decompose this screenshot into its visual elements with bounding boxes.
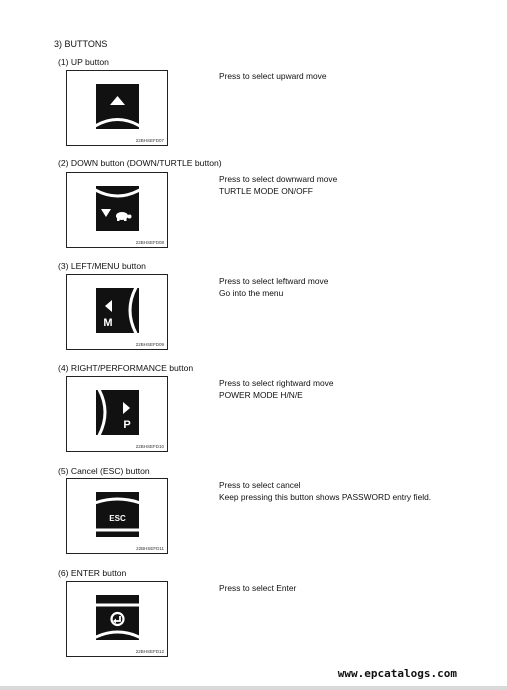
esc-button-graphic (96, 492, 139, 537)
image-code: 22BHSEFD10 (135, 444, 164, 449)
description-line: TURTLE MODE ON/OFF (219, 186, 313, 196)
right-performance-button-image (66, 376, 168, 452)
description-line: Press to select leftward move (219, 276, 329, 286)
description-line: Press to select Enter (219, 583, 297, 593)
left-menu-icon (96, 288, 139, 333)
up-button-graphic (96, 84, 139, 129)
description-line: Go into the menu (219, 288, 284, 298)
down-button-graphic (96, 186, 139, 231)
description-line: Press to select upward move (219, 71, 327, 81)
down-turtle-icon (96, 186, 139, 231)
esc-button-image (66, 478, 168, 554)
esc-icon (96, 492, 139, 537)
image-code: 22BHSEFD11 (136, 546, 164, 551)
description-line: Press to select cancel (219, 480, 301, 490)
performance-letter: P (123, 419, 131, 431)
item-heading-cancel: (5) Cancel (ESC) button (58, 466, 150, 476)
image-code: 22BHSEFD09 (135, 342, 164, 347)
down-button-image (66, 172, 168, 248)
description-line: POWER MODE H/N/E (219, 390, 303, 400)
right-performance-button-graphic (96, 390, 139, 435)
left-menu-button-graphic (96, 288, 139, 333)
description-line: Press to select downward move (219, 174, 338, 184)
right-performance-icon (96, 390, 139, 435)
up-arrow-icon (96, 84, 139, 129)
item-heading-down: (2) DOWN button (DOWN/TURTLE button) (58, 158, 222, 168)
up-button-image (66, 70, 168, 146)
image-code: 22BHSEFD07 (135, 138, 164, 143)
enter-button-graphic (96, 595, 139, 640)
section-title: 3) BUTTONS (54, 39, 108, 49)
enter-icon (96, 595, 139, 640)
item-heading-up: (1) UP button (58, 57, 109, 67)
item-heading-right-performance: (4) RIGHT/PERFORMANCE button (58, 363, 194, 373)
menu-letter: M (103, 317, 113, 329)
image-code: 22BHSEFD12 (135, 649, 164, 654)
footer-url[interactable]: www.epcatalogs.com (337, 667, 457, 680)
enter-button-image (66, 581, 168, 657)
item-heading-enter: (6) ENTER button (58, 568, 127, 578)
image-code: 22BHSEFD08 (135, 240, 164, 245)
item-heading-left-menu: (3) LEFT/MENU button (58, 261, 146, 271)
esc-label: ESC (109, 514, 126, 523)
left-menu-button-image (66, 274, 168, 350)
description-line: Press to select rightward move (219, 378, 334, 388)
description-line: Keep pressing this button shows PASSWORD entry field. (219, 492, 432, 502)
footer-bar (0, 686, 507, 690)
